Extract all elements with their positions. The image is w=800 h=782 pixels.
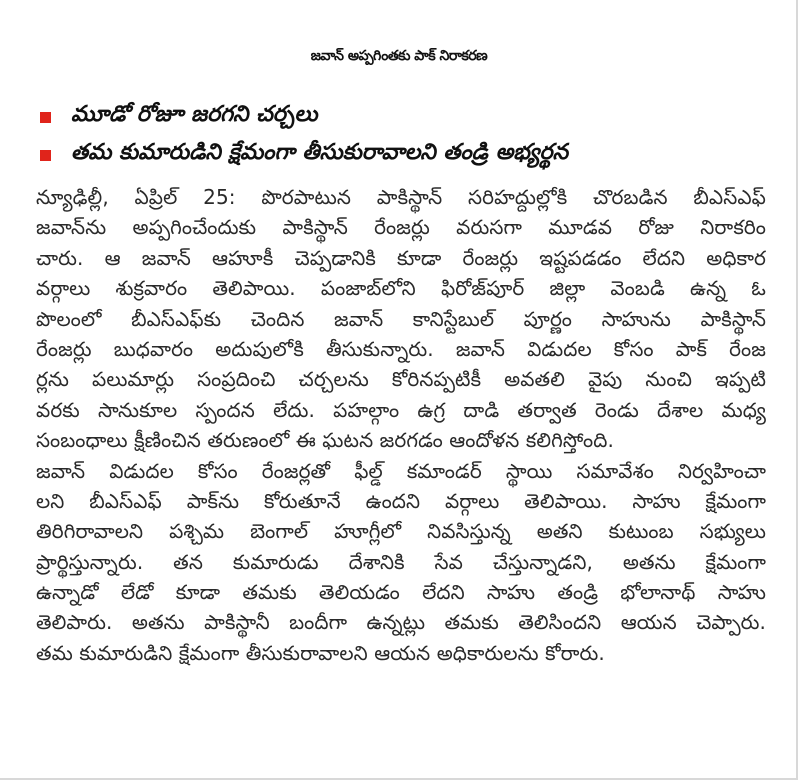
subheads <box>40 100 780 176</box>
body-line: వర్గాలు శుక్రవారం తెలిపాయి. పంజాబ్‌లోని ఫిరోజ్‌పూర్‌ జిల్లా వెంబడి ఉన్న ఓ <box>36 276 766 301</box>
body-line: తెలిపారు. అతను పాకిస్థానీ బందీగా ఉన్నట్లు తమకు తెలిసిందని ఆయన చెప్పారు. <box>36 610 766 635</box>
body-line: వరకు సానుకూల స్పందన లేదు. పహల్గాం ఉగ్ర దాడి తర్వాత రెండు దేశాల మధ్య <box>36 397 766 422</box>
body-line: సంబంధాలు క్షీణించిన తరుణంలో ఈ ఘటన జరగడం ఆందోళన కలిగిస్తోంది. <box>36 428 614 453</box>
headline: జవాన్‌ అప్పగింతకు పాక్‌ నిరాకరణ <box>310 48 488 64</box>
subhead-text: తమ కుమారుడిని క్షేమంగా తీసుకురావాలని తండ్రి అభ్యర్థన <box>71 140 569 165</box>
body-line: ర్లను పలుమార్లు సంప్రదించి చర్చలను కోరినప్పటికీ అవతలి వైపు నుంచి ఇప్పటి <box>36 367 766 392</box>
square-bullet-icon <box>40 112 51 123</box>
body-line: న్యూఢిల్లీ, ఏప్రిల్‌ 25: పొరపాటున పాకిస్థాన్‌ సరిహద్దుల్లోకి చొరబడిన బీఎస్‌ఎఫ్‌ <box>36 185 766 209</box>
square-bullet-icon <box>40 150 51 161</box>
body-line: లని బీఎస్‌ఎఫ్‌ పాక్‌ను కోరుతూనే ఉందని వర్గాలు తెలిపాయి. సాహు క్షేమంగా <box>36 488 766 513</box>
body-line: పొలంలో బీఎస్‌ఎఫ్‌కు చెందిన జవాన్‌ కానిస్టేబుల్‌ పూర్ణం సాహును పాకిస్థాన్‌ <box>36 306 766 331</box>
subhead-item <box>40 100 780 134</box>
body-line: జవాన్‌ విడుదల కోసం రేంజర్లతో ఫీల్డ్‌ కమాండర్‌ స్థాయి సమావేశం నిర్వహించా <box>36 458 766 483</box>
body-line: ఉన్నాడో లేడో కూడా తమకు తెలియడం లేదని సాహు తండ్రి భోలానాథ్‌ సాహు <box>36 580 766 605</box>
subhead-text: మూడో రోజూ జరగని చర్చలు <box>71 102 318 127</box>
body-line: తిరిగిరావాలని పశ్చిమ బెంగాల్‌ హూగ్లీలో నివసిస్తున్న అతని కుటుంబ సభ్యులు <box>36 519 766 544</box>
body-line: రేంజర్లు బుధవారం అదుపులోకి తీసుకున్నారు. జవాన్‌ విడుదల కోసం పాక్‌ రేంజ <box>36 336 766 361</box>
article-body <box>36 182 766 668</box>
body-line: ప్రార్థిస్తున్నారు. తన కుమారుడు దేశానికి సేవ చేస్తున్నాడని, అతను క్షేమంగా <box>36 549 766 574</box>
body-line: తమ కుమారుడిని క్షేమంగా తీసుకురావాలని ఆయన అధికారులను కోరారు. <box>36 640 605 665</box>
subhead-item <box>40 138 780 172</box>
body-line: చారు. ఆ జవాన్‌ ఆహూకీ చెప్పడానికి కూడా రేంజర్లు ఇష్టపడడం లేదని అధికార <box>36 245 766 270</box>
body-line: జవాన్‌ను అప్పగించేందుకు పాకిస్థాన్‌ రేంజర్లు వరుసగా మూడవ రోజు నిరాకరిం <box>36 215 766 240</box>
